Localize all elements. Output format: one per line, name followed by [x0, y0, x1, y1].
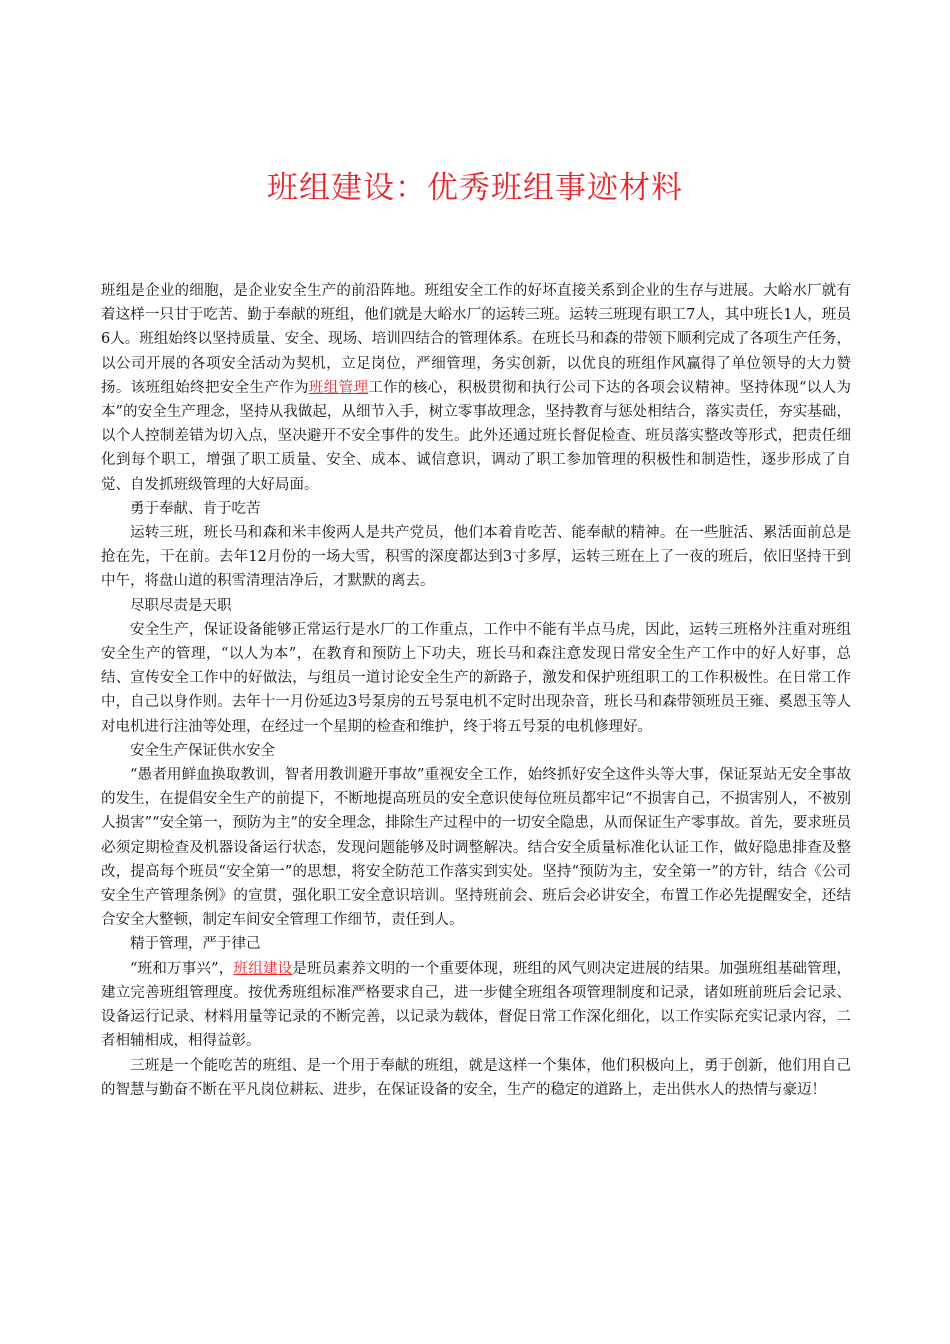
section-heading-safety: 安全生产保证供水安全 — [130, 742, 275, 759]
paragraph-text: 班组是企业的细胞，是企业安全生产的前沿阵地。班组安全工作的好坏直接关系到企业的生存与进展。大峪水厂就有着这样一只甘于吃苦、勤于奉献的班组，他们就是大峪水厂的运转三班。运转三班现有职工7人，其中班长1人，班员6人。班组始终以坚持质量、安全、现场、培训四结合的管理体系。在班长马和森的带领下顺利完成了各项生产任务，以公司开展的各项安全活动为契机，立足岗位，严细管理，务实创新，以优良的班组作风赢得了单位领导的大力赞扬。该班组始终把安全生产作为 — [101, 283, 851, 396]
paragraph-intro — [101, 279, 851, 497]
document-title: 班组建设：优秀班组事迹材料 — [267, 170, 683, 206]
paragraph-conclusion: 三班是一个能吃苦的班组、是一个用于奉献的班组，就是这样一个集体，他们积极向上，勇于创新，他们用自己的智慧与勤奋不断在平凡岗位耕耘、进步，在保证设备的安全，生产的稳定的道路上，走出供水人的热情与豪迈！ — [101, 1057, 851, 1098]
link-team-management[interactable]: 班组管理 — [308, 379, 369, 396]
document-body — [101, 279, 851, 1102]
paragraph-text: 是班员素养文明的一个重要体现，班组的风气则决定进展的结果。加强班组基础管理，建立完善班组管理度。按优秀班组标准严格要求自己，进一步健全班组各项管理制度和记录，诸如班前班后会记录、设备运行记录、材料用量等记录的不断完善，以记录为载体，督促日常工作深化细化，以工作实际充实记录内容，二者相辅相成，相得益彰。 — [101, 960, 852, 1050]
paragraph-duty: 安全生产，保证设备能够正常运行是水厂的工作重点，工作中不能有半点马虎，因此，运转三班格外注重对班组安全生产的管理，“以人为本”，在教育和预防上下功夫，班长马和森注意发现日常安全生产工作中的好人好事，总结、宣传安全工作中的好做法，与组员一道讨论安全生产的新路子，激发和保护班组职工的工作积极性。在日常工作中，自己以身作则。去年十一月份延边3号泵房的五号泵电机不定时出现杂音，班长马和森带领班员王雍、奚恩玉等人对电机进行注油等处理，在经过一个星期的检查和维护，终于将五号泵的电机修理好。 — [101, 621, 851, 735]
paragraph-safety: “愚者用鲜血换取教训，智者用教训避开事故”重视安全工作，始终抓好安全这件头等大事，保证泵站无安全事故的发生，在提倡安全生产的前提下，不断地提高班员的安全意识使每位班员都牢记“不损害自己，不损害别人，不被别人损害”“安全第一，预防为主”的安全理念，排除生产过程中的一切安全隐患，从而保证生产零事故。首先，要求班员必须定期检查及机器设备运行状态，发现问题能够及时调整解决。结合安全质量标准化认证工作，做好隐患排查及整改，提高每个班员“安全第一”的思想，将安全防范工作落实到实处。坚持“预防为主，安全第一”的方针，结合《公司安全生产管理条例》的宣贯，强化职工安全意识培训。坚持班前会、班后会必讲安全，布置工作必先提醒安全，还结合安全大整顿，制定车间安全管理工作细节，责任到人。 — [101, 767, 851, 929]
paragraph-management — [101, 957, 851, 1054]
section-heading-management: 精于管理，严于律己 — [130, 936, 261, 953]
section-heading-duty: 尽职尽责是天职 — [130, 597, 232, 614]
link-team-building[interactable]: 班组建设 — [233, 960, 293, 977]
paragraph-text: “班和万事兴”， — [130, 960, 234, 977]
paragraph-text: 工作的核心，积极贯彻和执行公司下达的各项会议精神。坚持体现“以人为本”的安全生产理念，坚持从我做起，从细节入手，树立零事故理念，坚持教育与惩处相结合，落实责任，夯实基础，以个人控制差错为切入点，坚决避开不安全事件的发生。此外还通过班长督促检查、班员落实整改等形式，把责任细化到每个职工，增强了职工质量、安全、成本、诚信意识，调动了职工参加管理的积极性和制造性，逐步形成了自觉、自发抓班级管理的大好局面。 — [101, 379, 851, 493]
paragraph-dedication: 运转三班，班长马和森和米丰俊两人是共产党员，他们本着肯吃苦、能奉献的精神。在一些脏活、累活面前总是抢在先，干在前。去年12月份的一场大雪，积雪的深度都达到3寸多厚，运转三班在上了一夜的班后，依旧坚持干到中午，将盘山道的积雪清理洁净后，才默默的离去。 — [101, 525, 851, 590]
section-heading-dedication: 勇于奉献、肯于吃苦 — [130, 500, 261, 517]
